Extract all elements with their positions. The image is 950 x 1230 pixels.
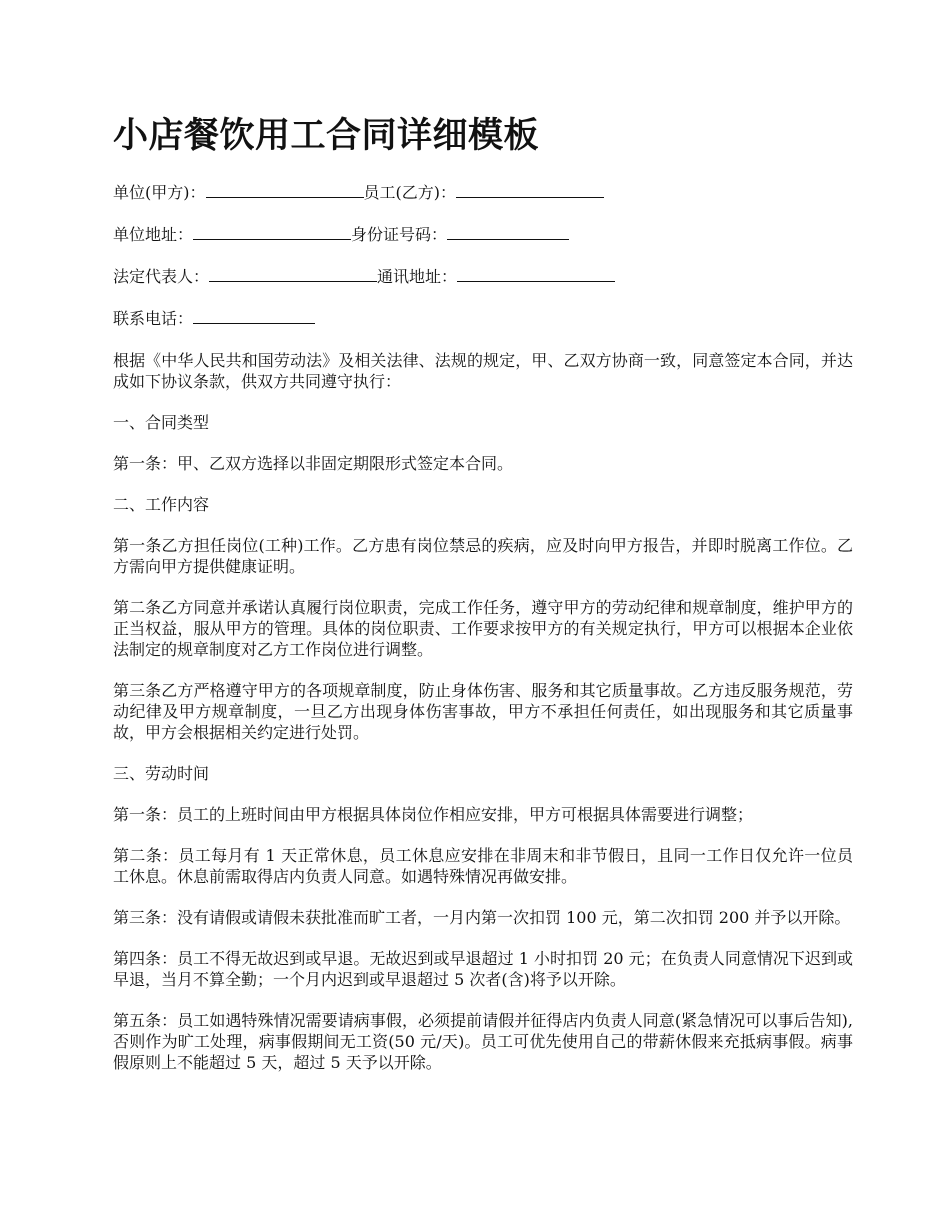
phone-label: 联系电话： [113, 309, 194, 328]
id-blank[interactable] [447, 224, 569, 240]
clause-paragraph: 第一条乙方担任岗位(工种)工作。乙方患有岗位禁忌的疾病，应及时向甲方报告，并即时脱离工作位。乙方需向甲方提供健康证明。 [113, 536, 853, 576]
document-page [113, 112, 853, 1093]
employee-label: 员工(乙方)： [363, 183, 456, 202]
clause-paragraph: 第四条：员工不得无故迟到或早退。无故迟到或早退超过 1 小时扣罚 20 元；在负责人同意情况下迟到或早退，当月不算全勤；一个月内迟到或早退超过 5 次者(含)将予以开除。 [113, 949, 853, 989]
employee-blank[interactable] [456, 182, 604, 198]
address-blank[interactable] [193, 224, 351, 240]
legal-rep-blank[interactable] [209, 266, 377, 282]
clause-paragraph: 第三条：没有请假或请假未获批准而旷工者，一月内第一次扣罚 100 元，第二次扣罚 200 并予以开除。 [113, 908, 851, 927]
clause-paragraph: 第一条：甲、乙双方选择以非固定期限形式签定本合同。 [113, 454, 514, 473]
mail-address-blank[interactable] [457, 266, 615, 282]
phone-blank[interactable] [193, 308, 315, 324]
id-label: 身份证号码： [351, 225, 448, 244]
field-row-parties [113, 182, 853, 203]
section-heading: 一、合同类型 [113, 413, 210, 432]
page-title: 小店餐饮用工合同详细模板 [113, 116, 540, 156]
intro-paragraph: 根据《中华人民共和国劳动法》及相关法律、法规的规定，甲、乙双方协商一致，同意签定本合同，并达成如下协议条款，供双方共同遵守执行： [113, 351, 853, 391]
mail-address-label: 通讯地址： [377, 267, 458, 286]
clause-paragraph: 第一条：员工的上班时间由甲方根据具体岗位作相应安排，甲方可根据具体需要进行调整； [113, 805, 754, 824]
employer-label: 单位(甲方)： [113, 183, 206, 202]
section-heading: 三、劳动时间 [113, 764, 210, 783]
field-row-address [113, 224, 853, 245]
clause-paragraph: 第二条乙方同意并承诺认真履行岗位职责，完成工作任务，遵守甲方的劳动纪律和规章制度，维护甲方的正当权益，服从甲方的管理。具体的岗位职责、工作要求按甲方的有关规定执行，甲方可以根据本企业依法制定的规章制度对乙方工作岗位进行调整。 [113, 598, 853, 659]
clause-paragraph: 第二条：员工每月有 1 天正常休息，员工休息应安排在非周末和非节假日，且同一工作日仅允许一位员工休息。休息前需取得店内负责人同意。如遇特殊情况再做安排。 [113, 846, 853, 886]
field-row-phone [113, 308, 853, 329]
section-heading: 二、工作内容 [113, 495, 210, 514]
clause-paragraph: 第三条乙方严格遵守甲方的各项规章制度，防止身体伤害、服务和其它质量事故。乙方违反服务规范，劳动纪律及甲方规章制度，一旦乙方出现身体伤害事故，甲方不承担任何责任，如出现服务和其它质量事故，甲方会根据相关约定进行处罚。 [113, 681, 853, 742]
field-row-legal-rep [113, 266, 853, 287]
address-label: 单位地址： [113, 225, 194, 244]
employer-blank[interactable] [206, 182, 364, 198]
legal-rep-label: 法定代表人： [113, 267, 210, 286]
clause-paragraph: 第五条：员工如遇特殊情况需要请病事假，必须提前请假并征得店内负责人同意(紧急情况可以事后告知),否则作为旷工处理，病事假期间无工资(50 元/天)。员工可优先使用自己的带薪休假来充抵病事假。病事假原则上不能超过 5 天，超过 5 天予以开除。 [113, 1011, 853, 1072]
